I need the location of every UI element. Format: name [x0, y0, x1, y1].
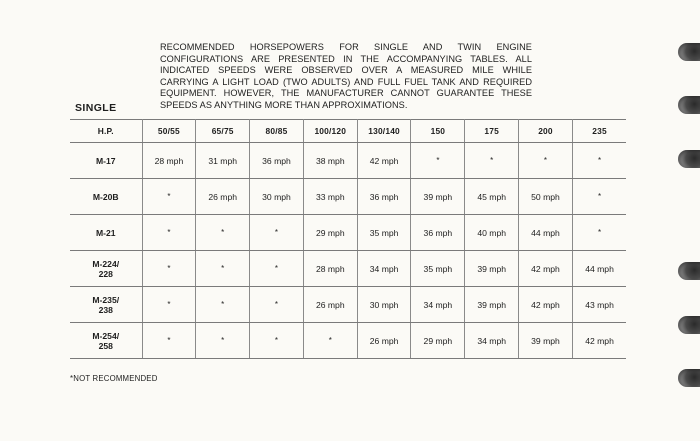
model-name-suffix: 238 — [98, 304, 113, 315]
speed-cell: 28 mph — [142, 143, 196, 179]
section-title-single: SINGLE — [75, 102, 117, 114]
speed-cell: 44 mph — [572, 251, 626, 287]
speed-cell: * — [142, 323, 196, 359]
speed-cell: 26 mph — [196, 179, 250, 215]
model-cell — [70, 143, 142, 179]
speed-cell: 43 mph — [572, 287, 626, 323]
model-cell — [70, 179, 142, 215]
speed-cell: * — [303, 323, 357, 359]
speed-cell: 35 mph — [357, 215, 411, 251]
speed-cell: 39 mph — [411, 179, 465, 215]
header-column: 150 — [411, 120, 465, 143]
speed-cell: 44 mph — [519, 215, 573, 251]
model-cell — [70, 215, 142, 251]
speed-cell: 42 mph — [519, 287, 573, 323]
table-row — [70, 215, 626, 251]
speed-cell: * — [142, 251, 196, 287]
speed-cell: 30 mph — [250, 179, 304, 215]
model-name-suffix: 258 — [98, 340, 113, 351]
binder-hole-icon — [678, 316, 700, 334]
table-row — [70, 251, 626, 287]
speed-cell: 33 mph — [303, 179, 357, 215]
speed-cell: 29 mph — [411, 323, 465, 359]
speed-cell: * — [196, 287, 250, 323]
speed-cell: * — [572, 179, 626, 215]
speed-cell: * — [465, 143, 519, 179]
table-row — [70, 179, 626, 215]
table-row — [70, 287, 626, 323]
speed-cell: 26 mph — [357, 323, 411, 359]
header-hp-label: H.P. — [70, 120, 142, 143]
table-row — [70, 323, 626, 359]
speed-cell: 34 mph — [465, 323, 519, 359]
speed-cell: 31 mph — [196, 143, 250, 179]
speed-cell: * — [250, 215, 304, 251]
header-column: 65/75 — [196, 120, 250, 143]
speed-table — [70, 119, 626, 359]
binder-hole-icon — [678, 369, 700, 387]
speed-cell: * — [196, 215, 250, 251]
speed-cell: 29 mph — [303, 215, 357, 251]
speed-cell: * — [250, 251, 304, 287]
speed-cell: 42 mph — [572, 323, 626, 359]
header-column: 50/55 — [142, 120, 196, 143]
model-name: M-235/ — [92, 294, 120, 305]
model-cell — [70, 251, 142, 287]
header-column: 100/120 — [303, 120, 357, 143]
table-row — [70, 143, 626, 179]
header-column: 80/85 — [250, 120, 304, 143]
speed-cell: 36 mph — [250, 143, 304, 179]
speed-cell: * — [519, 143, 573, 179]
binder-hole-icon — [678, 96, 700, 114]
speed-cell: 45 mph — [465, 179, 519, 215]
model-name: M-17 — [95, 155, 116, 166]
header-column: 175 — [465, 120, 519, 143]
speed-cell: 40 mph — [465, 215, 519, 251]
header-column: 235 — [572, 120, 626, 143]
footnote: *NOT RECOMMENDED — [70, 374, 158, 383]
model-cell — [70, 323, 142, 359]
intro-paragraph: RECOMMENDED HORSEPOWERS FOR SINGLE AND TWIN ENGINE CONFIGURATIONS ARE PRESENTED IN THE ACCOMPANYING TABLES. ALL INDICATED SPEEDS WERE OBSERVED OVER A MEASURED MILE WHILE CARRYING A LIGHT LOAD (TWO ADULTS) AND FULL FUEL TANK AND REQUIRED EQUIPMENT. HOWEVER, THE MANUFACTURER CANNOT GUARANTEE THESE SPEEDS AS ANYTHING MORE THAN APPROXIMATIONS. — [160, 42, 532, 110]
speed-cell: 50 mph — [519, 179, 573, 215]
header-column: 200 — [519, 120, 573, 143]
model-name: M-254/ — [92, 330, 120, 341]
speed-cell: * — [196, 251, 250, 287]
header-column: 130/140 — [357, 120, 411, 143]
model-name: M-20B — [92, 191, 119, 202]
speed-cell: 35 mph — [411, 251, 465, 287]
speed-cell: 34 mph — [357, 251, 411, 287]
model-cell — [70, 287, 142, 323]
speed-cell: * — [411, 143, 465, 179]
binder-hole-icon — [678, 43, 700, 61]
speed-cell: * — [250, 323, 304, 359]
speed-cell: * — [572, 143, 626, 179]
speed-cell: * — [142, 215, 196, 251]
speed-cell: * — [196, 323, 250, 359]
speed-cell: 28 mph — [303, 251, 357, 287]
speed-cell: * — [142, 179, 196, 215]
speed-cell: 38 mph — [303, 143, 357, 179]
speed-cell: 36 mph — [411, 215, 465, 251]
speed-cell: 42 mph — [357, 143, 411, 179]
speed-cell: 36 mph — [357, 179, 411, 215]
model-name: M-224/ — [92, 258, 120, 269]
speed-cell: 30 mph — [357, 287, 411, 323]
table-header-row — [70, 120, 626, 143]
speed-cell: 39 mph — [465, 251, 519, 287]
speed-cell: 39 mph — [465, 287, 519, 323]
speed-cell: 26 mph — [303, 287, 357, 323]
speed-cell: * — [250, 287, 304, 323]
speed-cell: 39 mph — [519, 323, 573, 359]
model-name: M-21 — [95, 227, 116, 238]
model-name-suffix: 228 — [98, 268, 113, 279]
speed-cell: * — [572, 215, 626, 251]
binder-hole-icon — [678, 262, 700, 280]
speed-cell: * — [142, 287, 196, 323]
binder-hole-icon — [678, 150, 700, 168]
speed-cell: 34 mph — [411, 287, 465, 323]
speed-cell: 42 mph — [519, 251, 573, 287]
